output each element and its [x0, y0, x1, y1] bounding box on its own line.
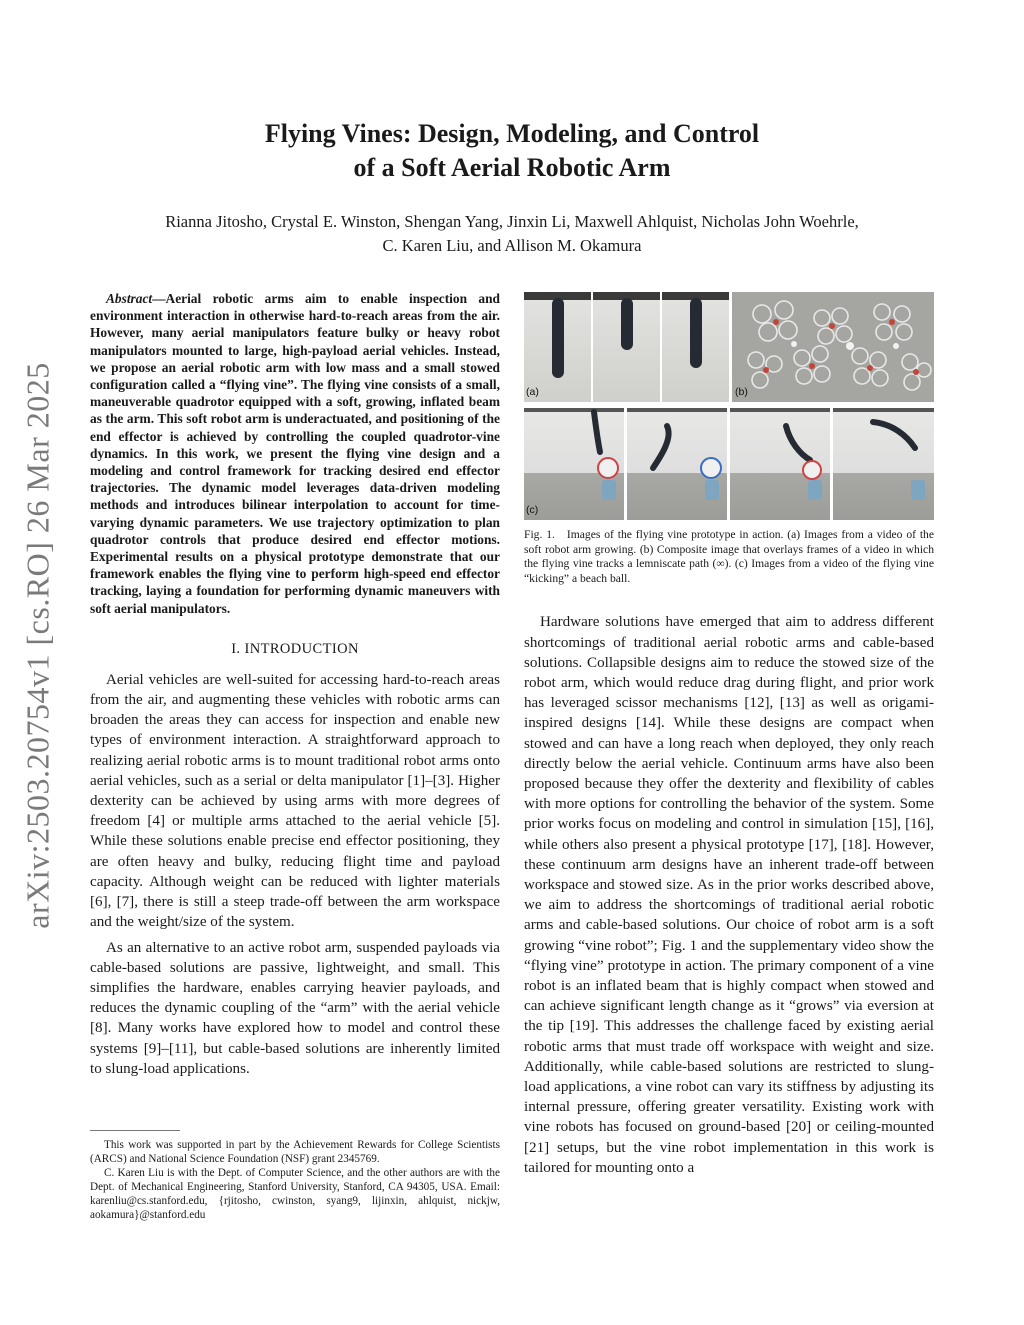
arxiv-id-text: arXiv:2503.20754v1 [cs.RO] 26 Mar 2025 — [19, 361, 56, 929]
paper-title — [150, 117, 874, 185]
abstract: Abstract—Aerial robotic arms aim to enable inspection and environment interaction in otherwise hard-to-reach areas from the air. However, many aerial manipulators feature bulky or heavy robot manipulators mounted to large, high-payload aerial vehicles. Instead, we propose an aerial robotic arm with low mass and a small stowed configuration called a “flying vine”. The flying vine consists of a small, maneuverable quadrotor equipped with a soft, growing, inflated beam as the arm. This soft robot arm is underactuated, and positioning of the end effector is achieved by controlling the coupled quadrotor-vine dynamics. In this work, we present the flying vine design and a modeling and control framework for tracking desired end effector trajectories. The dynamic model leverages data-driven modeling methods and introduces bilinear interpolation to account for time-varying dynamic parameters. We use trajectory optimization to plan quadrotor controls that produce desired end effector motions. Experimental results on a physical prototype demonstrate that our framework enables the flying vine to perform high-speed end effector tracking, laying a foundation for performing dynamic maneuvers with soft aerial manipulators. — [90, 291, 500, 616]
left-column — [90, 290, 500, 1084]
figure-1c-frame-1 — [524, 408, 624, 520]
authors-line-1: Rianna Jitosho, Crystal E. Winston, Shengan Yang, Jinxin Li, Maxwell Ahlquist, Nicholas John Woehrle, — [165, 212, 859, 231]
abstract-label: Abstract — [106, 291, 153, 306]
figure-1-caption-text: Images of the flying vine prototype in action. (a) Images from a video of the soft robot arm growing. (b) Composite image that overlays frames of a video in which the flying vine tracks a lemniscate path (∞). (c) Images from a video of the flying vine “kicking” a beach ball. — [524, 528, 934, 585]
figure-1-caption — [524, 528, 934, 586]
right-column-paragraph: Hardware solutions have emerged that aim to address different shortcomings of traditional aerial robotic arms and cable-based solutions. Collapsible designs aim to reduce the stowed size of the robot arm, which would reduce drag during flight, and prior work has leveraged scissor mechanisms [12], [13] as well as origami-inspired designs [14]. While these designs are compact when stowed and can have a long reach when deployed, they only reach directly below the aerial vehicle. Continuum arms have also been proposed because they offer the dexterity and flexibility of cables with more options for controlling the behavior of the system. Some prior works focus on modeling and control in simulation [15], [16], while others also present a physical prototype [17], [18]. However, these continuum arm designs have an inherent trade-off between workspace and stowed size. As in the prior works described above, we aim to address the shortcomings of traditional aerial robotic arms and cable-based solutions. Our choice of robot arm is a soft growing “vine robot”; Fig. 1 and the supplementary video show the “flying vine” prototype in action. The primary component of a vine robot is an inflated beam that is highly compact when stowed and can achieve significant length change as it “grows” via eversion at the tip [19]. This addresses the challenge faced by existing aerial robotic arms that must trade off workspace with weight and size. Additionally, while cable-based solutions are restricted to slung-load applications, a vine robot can vary its stiffness by adjusting its internal pressure, offering greater versatility. Existing work with vine robots has focused on ground-based [20] or ceiling-mounted [21] setups, but the vine robot implementation in this work is tailored for mounting onto a — [524, 614, 934, 1176]
intro-paragraph-1: Aerial vehicles are well-suited for accessing hard-to-reach areas from the air, and augmenting these vehicles with robotic arms can broaden the areas they can access for inspection and enable new types of environment interaction. A straightforward approach to realizing aerial robotic arms is to mount traditional robot arms onto aerial vehicles, such as a serial or delta manipulator [1]–[3]. Higher dexterity can be achieved by using arms with more degrees of freedom [4] or multiple arms attached to the aerial vehicle [5]. While these solutions enable precise end effector positioning, they are often heavy and bulky, reducing flight time and payload capacity. Although weight can be reduced with lighter materials [6], [7], there is still a steep trade-off between the arm workspace and the weight/size of the system. — [90, 671, 500, 931]
figure-1a-frame-2 — [593, 292, 660, 402]
footnote-affiliations: C. Karen Liu is with the Dept. of Computer Science, and the other authors are with the Dept. of Mechanical Engineering, Stanford University, Stanford, CA 94305, USA. Email: karenliu@cs.stanford.edu, {rjitosho, cwinston, syang9, lijinxin, ahlquist, nickjw, aokamura}@stanford.edu — [90, 1167, 500, 1222]
footnote — [90, 1138, 500, 1223]
footnote-funding: This work was supported in part by the Achievement Rewards for College Scientists (ARCS) and National Science Foundation (NSF) grant 2345769. — [90, 1139, 500, 1166]
intro-paragraph-2: As an alternative to an active robot arm, suspended payloads via cable-based solutions are passive, lightweight, and small. This simplifies the hardware, enables carrying heavier payloads, and reduces the dynamic coupling of the “arm” with the aerial vehicle [8]. Many works have explored how to model and control these systems [9]–[11], but cable-based solutions are inherently limited to slung-load applications. — [90, 939, 500, 1077]
figure-label-a: (a) — [526, 386, 539, 398]
figure-1b-composite — [732, 292, 934, 402]
figure-label-b: (b) — [735, 386, 748, 398]
figure-1 — [524, 290, 934, 522]
authors-line-2: C. Karen Liu, and Allison M. Okamura — [382, 236, 642, 255]
figure-label-c: (c) — [526, 504, 539, 516]
author-list — [90, 210, 934, 258]
abstract-text: Aerial robotic arms aim to enable inspection and environment interaction in otherwise hard-to-reach areas from the air. However, many aerial manipulators feature bulky or heavy robot manipulators mounted to large, high-payload aerial vehicles. Instead, we propose an aerial robotic arm with low mass and a small stowed configuration called a “flying vine”. The flying vine consists of a small, maneuverable quadrotor equipped with a soft, growing, inflated beam as the arm. This soft robot arm is underactuated, and positioning of the end effector is achieved by controlling the coupled quadrotor-vine dynamics. In this work, we present the flying vine design and a modeling and control framework for tracking desired end effector trajectories. The dynamic model leverages data-driven modeling methods and introduces bilinear interpolation to account for time-varying dynamic parameters. We use trajectory optimization to plan quadrotor controls that produce desired end effector motions. Experimental results on a physical prototype demonstrate that our framework enables the flying vine to perform high-speed end effector tracking, laying a foundation for performing dynamic maneuvers with soft aerial manipulators. — [90, 291, 500, 616]
figure-1c-frame-3 — [730, 408, 830, 520]
figure-1a-frame-3 — [662, 292, 729, 402]
figure-1c-frame-4 — [833, 408, 934, 520]
drone-composite-image — [732, 292, 934, 402]
arxiv-identifier — [8, 345, 68, 945]
title-line-1: Flying Vines: Design, Modeling, and Control — [264, 119, 760, 148]
section-heading-introduction: I. INTRODUCTION — [231, 640, 359, 657]
figure-1c-frame-2 — [627, 408, 727, 520]
figure-1-caption-label: Fig. 1. — [524, 528, 555, 541]
right-column — [524, 290, 934, 1183]
footnote-divider — [90, 1130, 180, 1131]
title-line-2: of a Soft Aerial Robotic Arm — [353, 153, 671, 182]
